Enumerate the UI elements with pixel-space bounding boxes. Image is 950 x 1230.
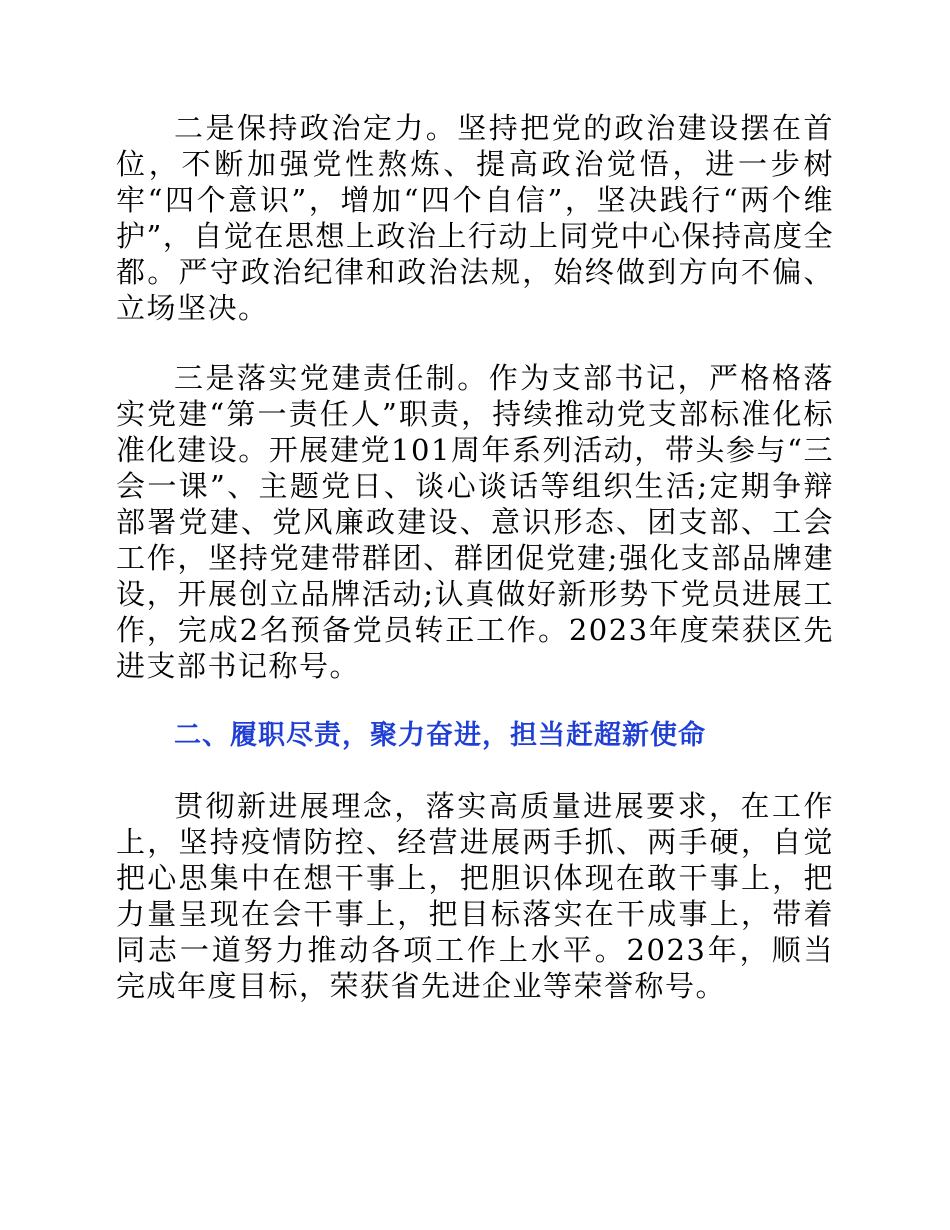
paragraph-political-stance: 二是保持政治定力。坚持把党的政治建设摆在首位，不断加强党性熬炼、提高政治觉悟，进一步树牢“四个意识”，增加“四个自信”，坚决践行“两个维护”，自觉在思想上政治上行动上同党中心保持高度全都。严守政治纪律和政治法规，始终做到方向不偏、立场坚决。 xyxy=(116,111,834,325)
document-body xyxy=(116,110,834,1004)
paragraph-work-performance: 贯彻新进展理念，落实高质量进展要求，在工作上，坚持疫情防控、经营进展两手抓、两手硬，自觉把心思集中在想干事上，把胆识体现在敢干事上，把力量呈现在会干事上，把目标落实在干成事上，带着同志一道努力推动各项工作上水平。2023年，顺当完成年度目标，荣获省先进企业等荣誉称号。 xyxy=(116,789,834,1003)
paragraph-party-building-responsibility: 三是落实党建责任制。作为支部书记，严格格落实党建“第一责任人”职责，持续推动党支部标准化标准化建设。开展建党101周年系列活动，带头参与“三会一课”、主题党日、谈心谈话等组织生活;定期争辩部署党建、党风廉政建设、意识形态、团支部、工会工作，坚持党建带群团、群团促党建;强化支部品牌建设，开展创立品牌活动;认真做好新形势下党员进展工作，完成2名预备党员转正工作。2023年度荣获区先进支部书记称号。 xyxy=(116,361,834,683)
section-heading: 二、履职尽责，聚力奋进，担当赶超新使命 xyxy=(174,720,706,751)
